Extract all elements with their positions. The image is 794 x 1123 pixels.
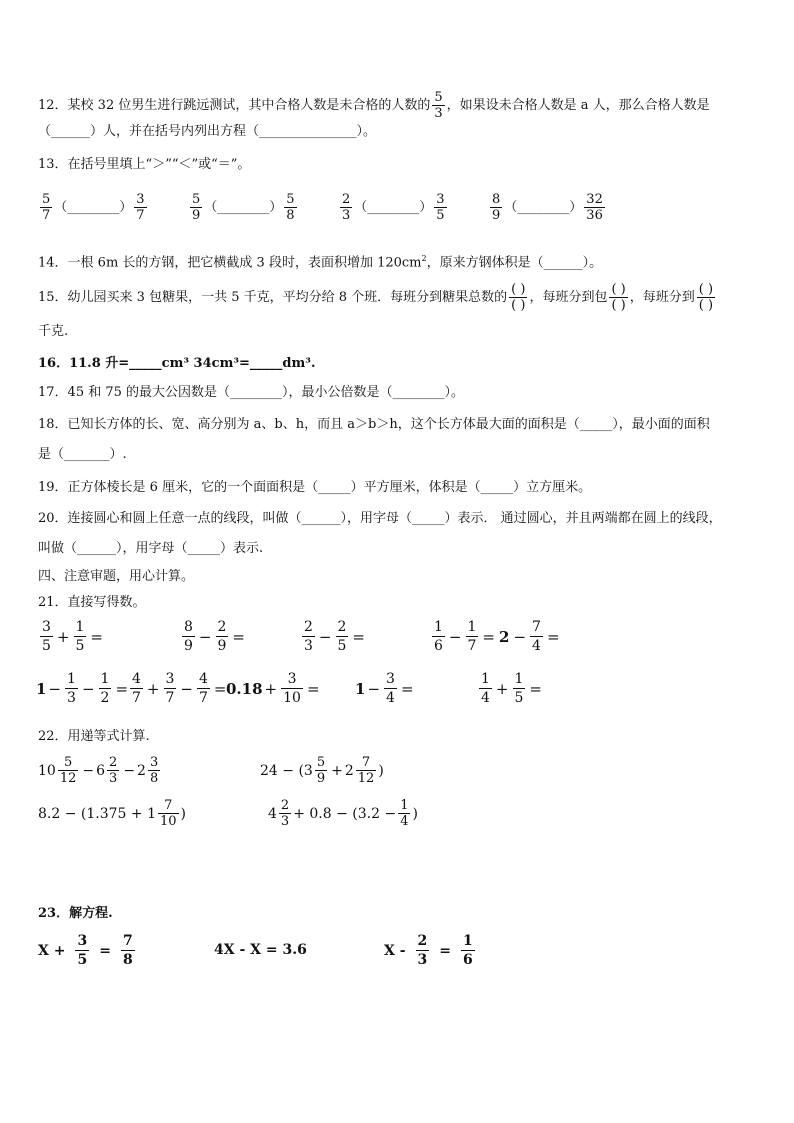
q15-frac-blank-2[interactable]: $\frac{( )}{( )}$	[611, 282, 626, 313]
q12-line2: （______）人，并在括号内列出方程（_______________）。	[38, 124, 377, 139]
q20-line2: 叫做（______），用字母（_____）表示.	[38, 541, 264, 556]
q12-text-b: ，如果设未合格人数是 a 人，那么合格人数是	[446, 98, 710, 113]
q12-fraction: $\frac{5}{3}$	[434, 90, 443, 121]
q23-equation: X - $\frac{2}{3}$ = $\frac{1}{6}$	[384, 933, 473, 968]
q13-frac-right: $\frac{3}{5}$	[436, 192, 445, 223]
q13-pair	[338, 192, 488, 223]
q20-line1: 20．连接圆心和圆上任意一点的线段，叫做（______），用字母（_____）表示． 通过圆心，并且两端都在圆上的线段，	[38, 511, 722, 526]
q21-expr: 1 − $\frac{1}{3}$ − $\frac{1}{2}$ =	[36, 671, 129, 706]
q22-expr: 24 − (3 $\frac{5}{9}$ + 2 $\frac{7}{12}$ )	[260, 755, 384, 786]
section-heading: 四、注意审题，用心计算。	[38, 569, 195, 584]
q21-expr: 0.18 + $\frac{3}{10}$ =	[226, 671, 320, 706]
q13-frac-left: $\frac{8}{9}$	[492, 192, 501, 223]
q13-answer-blank[interactable]: （________）	[504, 199, 583, 215]
q13-pair	[38, 192, 188, 223]
q13-title: 13．在括号里填上“＞”“＜”或“＝”。	[38, 157, 251, 172]
q15-frac-blank-1[interactable]: $\frac{( )}{( )}$	[511, 282, 526, 313]
q15-line2: 千克.	[38, 324, 69, 339]
q22-expr: 10 $\frac{5}{12}$ − 6 $\frac{2}{3}$ − 2 $\frac{3}{8}$	[38, 755, 159, 786]
q23-equation: 4X - X = 3.6	[214, 942, 307, 958]
q23-title: 23．解方程.	[38, 906, 113, 921]
q19-line: 19．正方体棱长是 6 厘米，它的一个面面积是（_____）平方厘米，体积是（_____）立方厘米。	[38, 480, 592, 495]
q13-answer-blank[interactable]: （________）	[54, 199, 133, 215]
q13-row	[38, 192, 638, 223]
q22-expr: 8.2 − (1.375 + 1 $\frac{7}{10}$ )	[38, 798, 186, 829]
q21-expr: $\frac{1}{6}$ − $\frac{1}{7}$ = 2 − $\frac{7}{4}$ =	[434, 619, 560, 654]
q15-frac-blank-3[interactable]: $\frac{( )}{( )}$	[698, 282, 714, 313]
q13-frac-left: $\frac{5}{7}$	[42, 192, 51, 223]
q12-text-a: 12．某校 32 位男生进行跳远测试，其中合格人数是未合格的人数的	[38, 98, 431, 113]
q18-line1: 18．已知长方体的长、宽、高分别为 a、b、h，而且 a＞b＞h，这个长方体最大面的面积是（_____），最小面的面积	[38, 417, 710, 432]
q21-expr: $\frac{4}{7}$ + $\frac{3}{7}$ − $\frac{4}{7}$ =	[132, 671, 227, 706]
q13-frac-left: $\frac{5}{9}$	[192, 192, 201, 223]
q15-line1: 15．幼儿园买来 3 包糖果，一共 5 千克，平均分给 8 个班．每班分到糖果总数的 $\frac{( )}{( )}$ ，每班分到包 $\frac{( )}{( )}$ ，每班分到 $\frac{( )}{( )}$	[38, 282, 714, 313]
q13-answer-blank[interactable]: （________）	[204, 199, 283, 215]
q13-frac-right: $\frac{3}{7}$	[136, 192, 145, 223]
q13-frac-right: $\frac{32}{36}$	[586, 192, 603, 223]
q21-expr: $\frac{1}{4}$ + $\frac{1}{5}$ =	[481, 671, 542, 706]
q13-pair	[488, 192, 638, 223]
q23-equation: X + $\frac{3}{5}$ = $\frac{7}{8}$	[38, 933, 133, 968]
q13-answer-blank[interactable]: （________）	[354, 199, 433, 215]
q13-pair	[188, 192, 338, 223]
q12-line1	[38, 90, 710, 121]
q22-title: 22．用递等式计算.	[38, 729, 150, 744]
q17-line: 17．45 和 75 的最大公因数是（________），最小公倍数是（________）。	[38, 385, 465, 400]
q21-title: 21．直接写得数。	[38, 595, 146, 610]
q22-expr: 4 $\frac{2}{3}$ + 0.8 − (3.2 − $\frac{1}{4}$ )	[268, 798, 418, 829]
q18-line2: 是（_______）.	[38, 447, 127, 462]
q21-expr: $\frac{2}{3}$ − $\frac{2}{5}$ =	[304, 619, 365, 654]
q13-frac-right: $\frac{5}{8}$	[286, 192, 295, 223]
q21-expr: $\frac{8}{9}$ − $\frac{2}{9}$ =	[184, 619, 245, 654]
q16-line: 16．11.8 升=_____cm³ 34cm³=_____dm³.	[38, 356, 316, 371]
q21-expr: 1 − $\frac{3}{4}$ =	[355, 671, 414, 706]
q14-line: 14．一根 6m 长的方钢，把它横截成 3 段时，表面积增加 $120cm^2$，原来方钢体积是（______）。	[38, 254, 603, 271]
q21-expr: $\frac{3}{5}$ + $\frac{1}{5}$ =	[42, 619, 103, 654]
q13-frac-left: $\frac{2}{3}$	[342, 192, 351, 223]
